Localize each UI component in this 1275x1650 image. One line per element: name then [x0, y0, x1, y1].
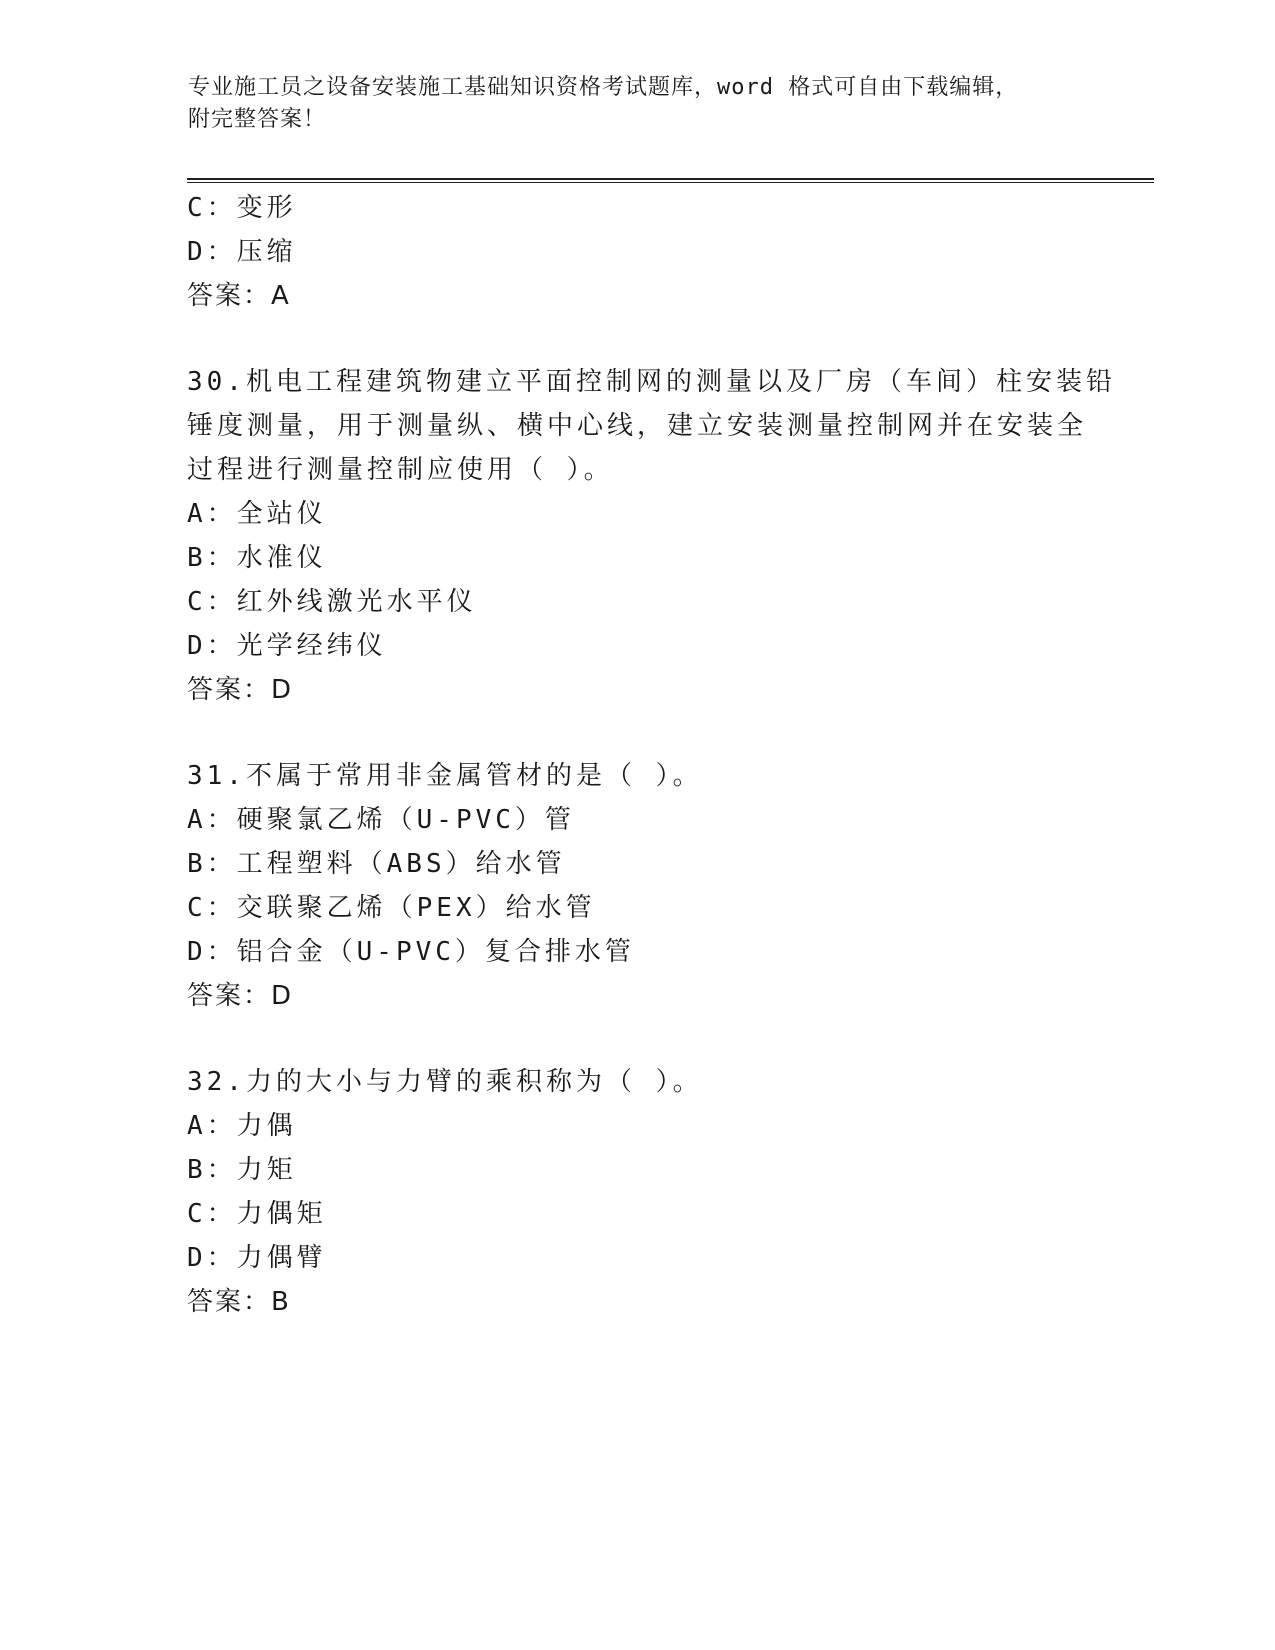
option-text: 压缩: [236, 237, 297, 267]
question-32-option-a: [187, 1108, 297, 1144]
question-32-option-c: [187, 1196, 327, 1232]
option-text: 红外线激光水平仪: [236, 587, 477, 617]
question-31-option-b: [187, 846, 566, 882]
question-30-option-d: [187, 628, 387, 664]
question-31-option-c: [187, 890, 596, 926]
option-text: 力偶: [236, 1111, 297, 1141]
question-30-stem-line-2: 锤度测量，用于测量纵、横中心线，建立安装测量控制网并在安装全: [187, 411, 1088, 441]
question-31-answer: 答案：D: [187, 981, 294, 1011]
option-text: 水准仪: [236, 543, 327, 573]
option-label: A：: [187, 499, 237, 529]
option-text: 力矩: [236, 1155, 297, 1185]
question-32-answer: 答案：B: [187, 1287, 291, 1317]
option-label: B：: [187, 543, 237, 573]
option-label: D：: [187, 937, 237, 967]
option-text: 工程塑料（ABS）给水管: [236, 849, 566, 879]
header-divider: [187, 178, 1154, 184]
option-text: 光学经纬仪: [236, 631, 387, 661]
option-d: [187, 234, 297, 270]
question-31-stem: 31.不属于常用非金属管材的是（ ）。: [187, 761, 703, 791]
question-30-option-b: [187, 540, 327, 576]
header-title-line-1: 专业施工员之设备安装施工基础知识资格考试题库，word 格式可自由下载编辑，: [188, 75, 1019, 100]
option-label: D：: [187, 237, 237, 267]
answer: 答案：A: [187, 281, 291, 311]
question-31-option-a: [187, 802, 575, 838]
question-32-option-d: [187, 1240, 327, 1276]
option-label: C：: [187, 1199, 237, 1229]
question-32-option-b: [187, 1152, 297, 1188]
option-c: [187, 190, 297, 226]
question-32-stem: 32.力的大小与力臂的乘积称为（ ）。: [187, 1067, 703, 1097]
question-31-option-d: [187, 934, 635, 970]
option-label: C：: [187, 587, 237, 617]
option-label: D：: [187, 1243, 237, 1273]
page-header: [188, 72, 1088, 136]
option-text: 交联聚乙烯（PEX）给水管: [236, 893, 596, 923]
option-text: 力偶矩: [236, 1199, 327, 1229]
option-label: A：: [187, 1111, 237, 1141]
option-label: C：: [187, 893, 237, 923]
question-30-stem-line-1: 30.机电工程建筑物建立平面控制网的测量以及厂房（车间）柱安装铅: [187, 367, 1116, 397]
option-text: 铝合金（U-PVC）复合排水管: [236, 937, 635, 967]
option-text: 全站仪: [236, 499, 327, 529]
question-30-option-a: [187, 496, 327, 532]
option-text: 变形: [236, 193, 297, 223]
option-label: C：: [187, 193, 237, 223]
question-30-stem-line-3: 过程进行测量控制应使用（ ）。: [187, 455, 614, 485]
question-30-answer: 答案：D: [187, 675, 294, 705]
option-text: 力偶臂: [236, 1243, 327, 1273]
option-label: D：: [187, 631, 237, 661]
option-label: A：: [187, 805, 237, 835]
option-text: 硬聚氯乙烯（U-PVC）管: [236, 805, 575, 835]
option-label: B：: [187, 849, 237, 879]
header-title-line-2: 附完整答案！: [188, 107, 327, 132]
option-label: B：: [187, 1155, 237, 1185]
question-30-option-c: [187, 584, 477, 620]
